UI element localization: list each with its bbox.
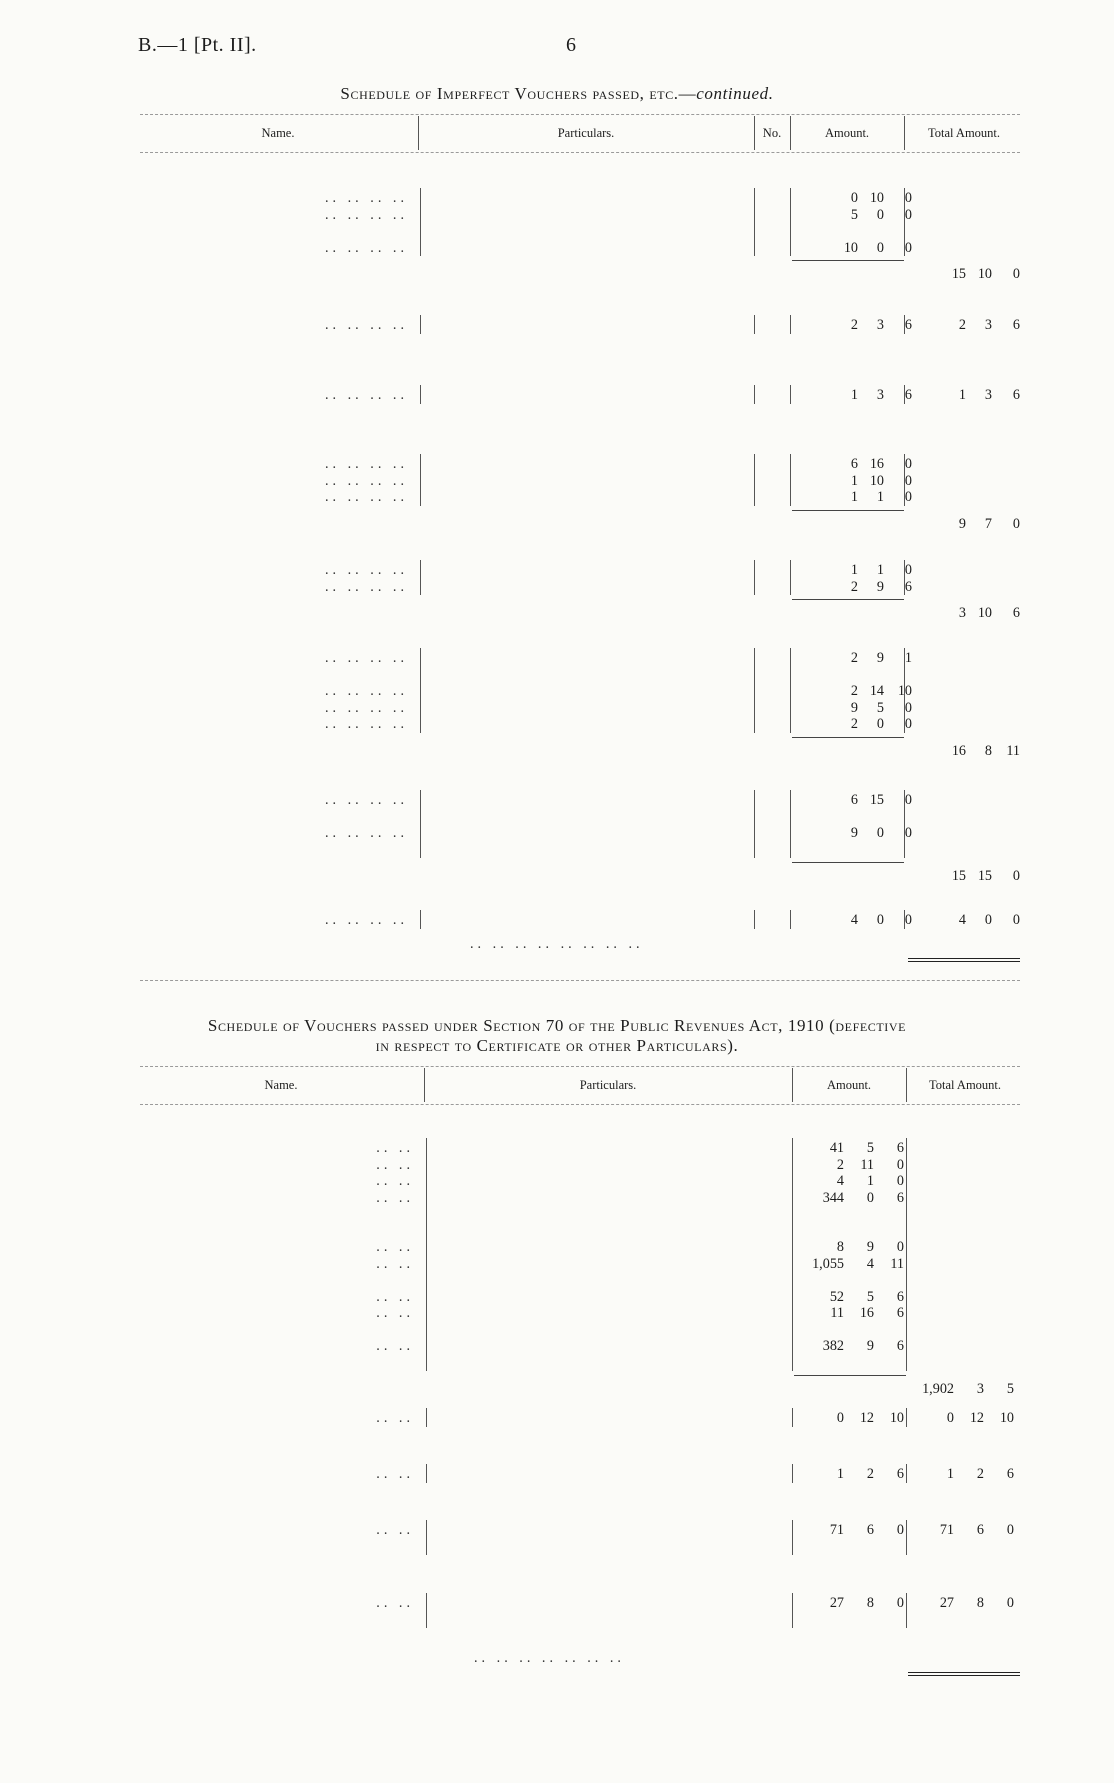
pence-value: 6 [896,1466,904,1482]
leader-dots: .. .. [376,1239,414,1255]
column-divider [790,910,791,929]
pounds-value: 9 [850,699,858,716]
pence-value: 0 [904,206,912,223]
pounds-value: 2 [836,1156,844,1173]
pounds-value: 41 [829,1140,844,1156]
table-separator-rule [140,980,1020,981]
shillings-value: 16 [869,456,884,472]
voucher-amount [820,456,912,473]
leader-dots: .. .. .. .. [324,190,408,206]
pounds-value: 5 [850,206,858,223]
voucher-amount [820,207,912,224]
table2-col-name: Name. [264,1078,298,1092]
voucher-amount [800,1522,904,1539]
leader-dots: .. .. .. .. [324,317,408,333]
department-total [914,1410,1014,1427]
pounds-value: 8 [836,1239,844,1255]
voucher-amount [800,1305,904,1322]
pence-value: 0 [1012,868,1020,884]
pence-value: 0 [904,472,912,489]
pounds-value: 6 [850,792,858,808]
pounds-value: 15 [951,868,966,884]
column-divider [904,188,905,256]
table2-title-line1: Schedule of Vouchers passed under Section 70 of the Public Revenues Act, 1910 (defective [207,1016,907,1035]
shillings-value: 2 [976,1466,984,1482]
pounds-value: 71 [829,1522,844,1538]
pence-value: 0 [904,562,912,578]
shillings-value: 0 [876,206,884,223]
leader-dots: .. .. .. .. [324,683,408,699]
shillings-value: 0 [876,912,884,928]
shillings-value: 2 [866,1466,874,1482]
pounds-value: 1 [850,489,858,505]
voucher-amount [820,240,912,257]
pounds-value: 0 [836,1410,844,1426]
pence-value: 6 [1012,387,1020,403]
pence-value: 0 [896,1522,904,1538]
pence-value: 5 [1006,1381,1014,1397]
shillings-value: 0 [876,239,884,256]
column-divider [790,790,791,858]
pounds-value: 2 [958,317,966,333]
leader-dots: .. .. .. .. [324,456,408,472]
voucher-amount [820,650,912,667]
column-divider [904,560,905,595]
department-total [930,516,1020,533]
column-divider [426,1408,427,1427]
shillings-value: 8 [984,742,992,759]
subtotal-rule [792,862,904,863]
shillings-value: 0 [876,716,884,732]
column-divider [904,790,905,858]
pence-value: 0 [904,489,912,505]
shillings-value: 1 [876,562,884,578]
pence-value: 6 [904,387,912,403]
voucher-amount [820,489,912,506]
shillings-value: 16 [859,1305,874,1321]
table2-col-total: Total Amount. [928,1078,1002,1092]
pounds-value: 4 [850,912,858,928]
column-divider [420,315,421,334]
column-divider [790,385,791,404]
pounds-value: 6 [850,456,858,472]
leader-dots: .. .. .. .. .. .. .. .. [470,936,644,952]
pounds-value: 10 [843,239,858,256]
table1-col-particulars: Particulars. [557,126,615,140]
column-divider [906,1408,907,1427]
voucher-amount [820,716,912,733]
pence-value: 0 [904,912,912,928]
column-divider [790,188,791,256]
voucher-amount [800,1190,904,1207]
table1-header-divider [904,116,905,150]
pounds-value: 9 [958,515,966,532]
pence-value: 10 [897,683,912,699]
column-divider [420,560,421,595]
shillings-value: 3 [876,317,884,333]
table1-header-divider [790,116,791,150]
pence-value: 6 [896,1338,904,1354]
table2-col-particulars: Particulars. [579,1078,637,1092]
pounds-value: 2 [850,650,858,666]
shillings-value: 0 [984,912,992,928]
department-total [930,266,1020,283]
subtotal-rule [792,510,904,511]
shillings-value: 12 [969,1410,984,1426]
pounds-value: 2 [850,683,858,699]
leader-dots: .. .. [376,1595,414,1611]
leader-dots: .. .. [376,1338,414,1354]
table2-title-line2: in respect to Certificate or other Particulars). [375,1036,739,1055]
grand-total-rule [908,1672,1020,1676]
voucher-amount [820,825,912,842]
leader-dots: .. .. .. .. [324,578,408,595]
column-divider [754,454,755,506]
leader-dots: .. .. .. .. .. .. .. [474,1650,625,1666]
column-divider [420,648,421,733]
pence-value: 6 [896,1288,904,1305]
shillings-value: 5 [866,1288,874,1305]
column-divider [904,454,905,506]
table2-header-divider [906,1068,907,1102]
leader-dots: .. .. .. .. [324,489,408,505]
pounds-value: 1 [946,1466,954,1482]
shillings-value: 9 [876,650,884,666]
table2-top-rule [140,1066,1020,1067]
column-divider [792,1464,793,1483]
shillings-value: 3 [984,317,992,333]
leader-dots: .. .. .. .. [324,239,408,256]
pounds-value: 0 [946,1410,954,1426]
leader-dots: .. .. [376,1288,414,1305]
leader-dots: .. .. [376,1189,414,1206]
pence-value: 0 [904,239,912,256]
column-divider [426,1138,427,1371]
shillings-value: 0 [876,825,884,841]
leader-dots: .. .. .. .. [324,562,408,578]
page-number: 6 [566,34,576,56]
pence-value: 0 [904,699,912,716]
voucher-amount [800,1239,904,1256]
table1-col-name: Name. [261,126,295,140]
column-divider [420,188,421,256]
table1-title-italic: continued. [696,84,774,103]
pence-value: 6 [1006,1466,1014,1482]
pounds-value: 4 [836,1173,844,1189]
leader-dots: .. .. [376,1173,414,1189]
shillings-value: 6 [976,1522,984,1538]
pounds-value: 1 [836,1466,844,1482]
shillings-value: 3 [876,387,884,403]
pence-value: 10 [889,1410,904,1426]
pounds-value: 1 [850,472,858,489]
leader-dots: .. .. [376,1140,414,1156]
column-divider [754,188,755,256]
pence-value: 11 [890,1255,904,1272]
pence-value: 0 [904,190,912,206]
column-divider [906,1593,907,1628]
column-divider [754,648,755,733]
department-total [930,868,1020,885]
leader-dots: .. .. [376,1410,414,1426]
shillings-value: 9 [866,1338,874,1354]
shillings-value: 14 [869,683,884,699]
pounds-value: 16 [951,742,966,759]
shillings-value: 0 [866,1189,874,1206]
pence-value: 0 [896,1156,904,1173]
voucher-amount [820,387,912,404]
table2-header-divider [792,1068,793,1102]
column-divider [420,910,421,929]
voucher-amount [800,1595,904,1612]
shillings-value: 3 [984,387,992,403]
pence-value: 0 [904,456,912,472]
pounds-value: 0 [850,190,858,206]
pence-value: 1 [904,650,912,666]
subtotal-rule [792,737,904,738]
shillings-value: 1 [876,489,884,505]
pounds-value: 2 [850,578,858,595]
pence-value: 0 [1012,515,1020,532]
table1-title [0,84,1114,104]
shillings-value: 9 [876,578,884,595]
shillings-value: 8 [866,1595,874,1611]
column-divider [790,648,791,733]
pence-value: 6 [896,1140,904,1156]
document-reference: B.—1 [Pt. II]. [138,34,257,56]
subtotal-rule [794,1375,906,1376]
voucher-amount [800,1140,904,1157]
table1-col-total: Total Amount. [927,126,1001,140]
pence-value: 0 [1012,266,1020,282]
shillings-value: 5 [866,1140,874,1156]
pounds-value: 1 [850,387,858,403]
table2-header-rule [140,1104,1020,1105]
leader-dots: .. .. [376,1466,414,1482]
table1-title-text: Schedule of Imperfect Vouchers passed, etc.— [340,84,697,103]
table1-header-divider [754,116,755,150]
pence-value: 0 [896,1173,904,1189]
column-divider [904,910,905,929]
shillings-value: 5 [876,699,884,716]
department-total [930,387,1020,404]
pounds-value: 1,902 [922,1381,954,1397]
column-divider [420,454,421,506]
leader-dots: .. .. .. .. [324,387,408,403]
column-divider [792,1593,793,1628]
voucher-amount [820,473,912,490]
department-total [914,1522,1014,1539]
table2-col-amount: Amount. [826,1078,872,1092]
pounds-value: 11 [830,1305,844,1321]
column-divider [790,454,791,506]
leader-dots: .. .. .. .. [324,699,408,716]
department-total [930,743,1020,760]
column-divider [906,1464,907,1483]
pounds-value: 4 [958,912,966,928]
pence-value: 6 [904,578,912,595]
voucher-amount [820,792,912,809]
pounds-value: 27 [939,1595,954,1611]
pence-value: 6 [1012,605,1020,621]
department-total [914,1381,1014,1398]
column-divider [426,1593,427,1628]
pounds-value: 1,055 [812,1255,844,1272]
leader-dots: .. .. .. .. [324,472,408,489]
shillings-value: 10 [977,266,992,282]
pence-value: 6 [896,1305,904,1321]
pounds-value: 382 [822,1338,844,1354]
leader-dots: .. .. .. .. [324,792,408,808]
shillings-value: 7 [984,515,992,532]
leader-dots: .. .. .. .. [324,825,408,841]
subtotal-rule [792,599,904,600]
voucher-amount [800,1157,904,1174]
column-divider [754,560,755,595]
pence-value: 0 [904,825,912,841]
column-divider [792,1520,793,1555]
pence-value: 0 [904,792,912,808]
leader-dots: .. .. .. .. [324,650,408,666]
shillings-value: 15 [869,792,884,808]
column-divider [790,560,791,595]
shillings-value: 1 [866,1173,874,1189]
leader-dots: .. .. [376,1305,414,1321]
subtotal-rule [792,260,904,261]
voucher-amount [800,1173,904,1190]
department-total [930,605,1020,622]
column-divider [420,385,421,404]
grand-total-rule [908,958,1020,962]
shillings-value: 6 [866,1522,874,1538]
column-divider [906,1138,907,1371]
column-divider [906,1520,907,1555]
pounds-value: 1 [958,387,966,403]
column-divider [420,790,421,858]
table2-header-divider [424,1068,425,1102]
pounds-value: 3 [958,605,966,621]
column-divider [426,1464,427,1483]
voucher-amount [820,190,912,207]
shillings-value: 8 [976,1595,984,1611]
shillings-value: 10 [869,472,884,489]
shillings-value: 10 [977,605,992,621]
pence-value: 6 [896,1189,904,1206]
voucher-amount [800,1338,904,1355]
column-divider [790,315,791,334]
pence-value: 0 [1012,912,1020,928]
voucher-amount [820,562,912,579]
pounds-value: 2 [850,317,858,333]
shillings-value: 10 [869,190,884,206]
table1-col-amount: Amount. [824,126,870,140]
column-divider [904,648,905,733]
pounds-value: 344 [822,1189,844,1206]
table1-header-divider [418,116,419,150]
column-divider [754,910,755,929]
column-divider [754,315,755,334]
table1-top-rule [140,114,1020,115]
leader-dots: .. .. .. .. [324,912,408,928]
voucher-amount [800,1410,904,1427]
column-divider [792,1138,793,1371]
column-divider [904,315,905,334]
table1-header-rule [140,152,1020,153]
pounds-value: 1 [850,562,858,578]
pence-value: 0 [904,716,912,732]
pence-value: 0 [1006,1522,1014,1538]
pence-value: 0 [896,1239,904,1255]
column-divider [426,1520,427,1555]
department-total [930,912,1020,929]
pence-value: 0 [896,1595,904,1611]
voucher-amount [800,1466,904,1483]
pence-value: 11 [1006,742,1020,759]
pence-value: 6 [904,317,912,333]
pence-value: 0 [1006,1595,1014,1611]
column-divider [904,385,905,404]
shillings-value: 4 [866,1255,874,1272]
leader-dots: .. .. [376,1255,414,1272]
leader-dots: .. .. [376,1522,414,1538]
shillings-value: 3 [976,1381,984,1397]
voucher-amount [820,317,912,334]
leader-dots: .. .. .. .. [324,716,408,732]
shillings-value: 15 [977,868,992,884]
pounds-value: 27 [829,1595,844,1611]
voucher-amount [820,700,912,717]
voucher-amount [800,1289,904,1306]
table1-col-no: No. [762,126,782,140]
voucher-amount [820,912,912,929]
voucher-amount [800,1256,904,1273]
pounds-value: 9 [850,825,858,841]
pounds-value: 52 [829,1288,844,1305]
column-divider [754,790,755,858]
pounds-value: 15 [951,266,966,282]
voucher-amount [820,579,912,596]
shillings-value: 9 [866,1239,874,1255]
pence-value: 10 [999,1410,1014,1426]
shillings-value: 11 [860,1156,874,1173]
pence-value: 6 [1012,317,1020,333]
leader-dots: .. .. [376,1156,414,1173]
column-divider [754,385,755,404]
pounds-value: 71 [939,1522,954,1538]
leader-dots: .. .. .. .. [324,206,408,223]
department-total [930,317,1020,334]
voucher-amount [820,683,912,700]
pounds-value: 2 [850,716,858,732]
shillings-value: 12 [859,1410,874,1426]
department-total [914,1595,1014,1612]
column-divider [792,1408,793,1427]
department-total [914,1466,1014,1483]
